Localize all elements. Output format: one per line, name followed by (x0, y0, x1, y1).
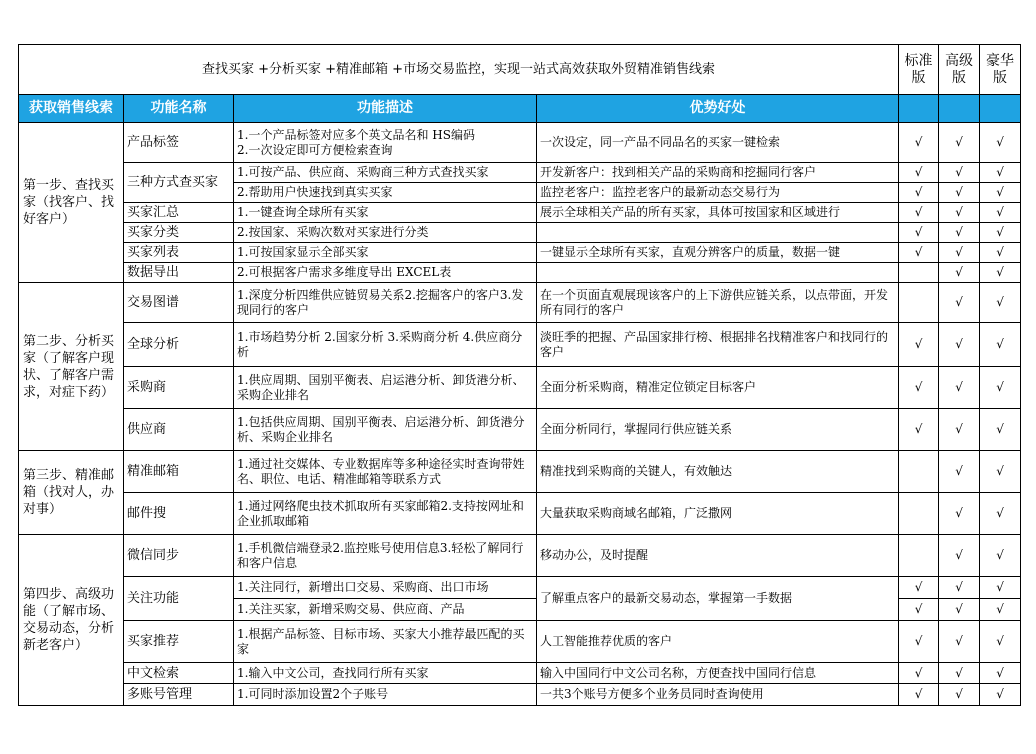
feature-advantage: 了解重点客户的最新交易动态，掌握第一手数据 (537, 577, 899, 621)
check-mark: √ (980, 323, 1021, 367)
header-sales-lead: 获取销售线索 (19, 95, 124, 123)
empty-cell (899, 451, 939, 493)
feature-description: 1.输入中文公司，查找同行所有买家 (234, 663, 537, 684)
check-mark: √ (899, 123, 939, 163)
table-row (19, 621, 1021, 663)
feature-description: 1.一键查询全球所有买家 (234, 203, 537, 223)
feature-description: 1.包括供应周期、国别平衡表、启运港分析、卸货港分析、采购企业排名 (234, 409, 537, 451)
feature-name: 产品标签 (124, 123, 234, 163)
check-mark: √ (980, 599, 1021, 621)
check-mark: √ (939, 183, 980, 203)
header-advantage: 优势好处 (537, 95, 899, 123)
step-precise-email: 第三步、精准邮箱（找对人，办对事） (19, 451, 124, 535)
feature-description: 1.市场趋势分析 2.国家分析 3.采购商分析 4.供应商分析 (234, 323, 537, 367)
check-mark: √ (899, 367, 939, 409)
feature-description: 1.一个产品标签对应多个英文品名和 HS编码 2.一次设定即可方便检索查询 (234, 123, 537, 163)
feature-name: 买家汇总 (124, 203, 234, 223)
check-mark: √ (899, 163, 939, 183)
check-mark: √ (980, 223, 1021, 243)
table-row (19, 493, 1021, 535)
header-blank (980, 95, 1021, 123)
check-mark: √ (939, 621, 980, 663)
feature-advantage: 展示全球相关产品的所有买家，具体可按国家和区域进行 (537, 203, 899, 223)
check-mark: √ (899, 243, 939, 263)
check-mark: √ (980, 577, 1021, 599)
feature-name: 买家推荐 (124, 621, 234, 663)
feature-name: 采购商 (124, 367, 234, 409)
check-mark: √ (980, 243, 1021, 263)
feature-advantage: 一共3个账号方便多个业务员同时查询使用 (537, 684, 899, 706)
version-advanced: 高级版 (939, 45, 980, 95)
table-row (19, 684, 1021, 706)
table-row (19, 451, 1021, 493)
feature-name: 三种方式查买家 (124, 163, 234, 203)
feature-advantage: 大量获取采购商域名邮箱，广泛撒网 (537, 493, 899, 535)
check-mark: √ (899, 684, 939, 706)
feature-advantage: 全面分析同行，掌握同行供应链关系 (537, 409, 899, 451)
feature-description: 1.可按产品、供应商、采购商三种方式查找买家 (234, 163, 537, 183)
feature-description: 1.根据产品标签、目标市场、买家大小推荐最匹配的买家 (234, 621, 537, 663)
feature-name: 精准邮箱 (124, 451, 234, 493)
feature-comparison-table (18, 44, 1021, 706)
feature-description: 2.按国家、采购次数对买家进行分类 (234, 223, 537, 243)
check-mark: √ (980, 203, 1021, 223)
check-mark: √ (899, 223, 939, 243)
feature-description: 1.可同时添加设置2个子账号 (234, 684, 537, 706)
check-mark: √ (980, 535, 1021, 577)
feature-advantage (537, 263, 899, 283)
feature-description: 1.关注买家，新增采购交易、供应商、产品 (234, 599, 537, 621)
feature-description: 2.帮助用户快速找到真实买家 (234, 183, 537, 203)
feature-name: 买家列表 (124, 243, 234, 263)
check-mark: √ (939, 163, 980, 183)
check-mark: √ (899, 203, 939, 223)
feature-advantage: 精准找到采购商的关键人，有效触达 (537, 451, 899, 493)
check-mark: √ (980, 367, 1021, 409)
step-advanced: 第四步、高级功能（了解市场、交易动态，分析新老客户） (19, 535, 124, 706)
feature-advantage: 淡旺季的把握、产品国家排行榜、根据排名找精准客户和找同行的客户 (537, 323, 899, 367)
table-row (19, 263, 1021, 283)
check-mark: √ (939, 599, 980, 621)
feature-description: 1.可按国家显示全部买家 (234, 243, 537, 263)
check-mark: √ (939, 409, 980, 451)
feature-name: 买家分类 (124, 223, 234, 243)
check-mark: √ (939, 243, 980, 263)
header-feature-name: 功能名称 (124, 95, 234, 123)
feature-name: 关注功能 (124, 577, 234, 621)
table-row (19, 535, 1021, 577)
check-mark: √ (939, 493, 980, 535)
table-row (19, 323, 1021, 367)
table-row (19, 203, 1021, 223)
check-mark: √ (899, 577, 939, 599)
feature-name: 多账号管理 (124, 684, 234, 706)
table-row (19, 577, 1021, 599)
feature-name: 供应商 (124, 409, 234, 451)
check-mark: √ (980, 163, 1021, 183)
feature-advantage (537, 223, 899, 243)
table-row (19, 243, 1021, 263)
feature-description: 1.深度分析四维供应链贸易关系2.挖掘客户的客户3.发现同行的客户 (234, 283, 537, 323)
check-mark: √ (980, 663, 1021, 684)
version-deluxe: 豪华版 (980, 45, 1021, 95)
feature-name: 中文检索 (124, 663, 234, 684)
table-row (19, 283, 1021, 323)
empty-cell (899, 493, 939, 535)
empty-cell (899, 283, 939, 323)
check-mark: √ (939, 323, 980, 367)
check-mark: √ (939, 263, 980, 283)
step-analyze-buyers: 第二步、分析买家（了解客户现状、了解客户需求，对症下药） (19, 283, 124, 451)
feature-description: 1.通过社交媒体、专业数据库等多种途径实时查询带姓名、职位、电话、精准邮箱等联系方式 (234, 451, 537, 493)
check-mark: √ (980, 123, 1021, 163)
header-blank (939, 95, 980, 123)
feature-description: 1.关注同行，新增出口交易、采购商、出口市场 (234, 577, 537, 599)
feature-advantage: 输入中国同行中文公司名称，方便查找中国同行信息 (537, 663, 899, 684)
feature-advantage: 在一个页面直观展现该客户的上下游供应链关系，以点带面，开发所有同行的客户 (537, 283, 899, 323)
feature-name: 微信同步 (124, 535, 234, 577)
feature-description: 1.通过网络爬虫技术抓取所有买家邮箱2.支持按网址和企业抓取邮箱 (234, 493, 537, 535)
feature-advantage: 一次设定，同一产品不同品名的买家一键检索 (537, 123, 899, 163)
check-mark: √ (899, 599, 939, 621)
check-mark: √ (939, 684, 980, 706)
check-mark: √ (939, 451, 980, 493)
table-row (19, 223, 1021, 243)
feature-name: 全球分析 (124, 323, 234, 367)
check-mark: √ (980, 283, 1021, 323)
check-mark: √ (980, 263, 1021, 283)
feature-description: 2.可根据客户需求多维度导出 EXCEL表 (234, 263, 537, 283)
table-row (19, 409, 1021, 451)
header-feature-desc: 功能描述 (234, 95, 537, 123)
feature-advantage: 监控老客户：监控老客户的最新动态交易行为 (537, 183, 899, 203)
table-row (19, 163, 1021, 183)
check-mark: √ (939, 577, 980, 599)
check-mark: √ (939, 663, 980, 684)
check-mark: √ (939, 535, 980, 577)
table-row (19, 663, 1021, 684)
step-find-buyers: 第一步、查找买家（找客户、找好客户） (19, 123, 124, 283)
feature-name: 邮件搜 (124, 493, 234, 535)
table-row (19, 367, 1021, 409)
feature-description: 1.供应周期、国别平衡表、启运港分析、卸货港分析、采购企业排名 (234, 367, 537, 409)
version-standard: 标准版 (899, 45, 939, 95)
check-mark: √ (899, 323, 939, 367)
check-mark: √ (899, 621, 939, 663)
check-mark: √ (899, 663, 939, 684)
feature-name: 交易图谱 (124, 283, 234, 323)
feature-name: 数据导出 (124, 263, 234, 283)
check-mark: √ (980, 451, 1021, 493)
check-mark: √ (980, 493, 1021, 535)
feature-advantage: 开发新客户：找到相关产品的采购商和挖掘同行客户 (537, 163, 899, 183)
check-mark: √ (980, 684, 1021, 706)
empty-cell (899, 263, 939, 283)
check-mark: √ (980, 409, 1021, 451)
feature-advantage: 全面分析采购商，精准定位锁定目标客户 (537, 367, 899, 409)
check-mark: √ (939, 203, 980, 223)
banner-title: 查找买家 +分析买家 +精准邮箱 +市场交易监控，实现一站式高效获取外贸精准销售线索 (19, 45, 899, 95)
feature-advantage: 移动办公，及时提醒 (537, 535, 899, 577)
feature-advantage: 人工智能推荐优质的客户 (537, 621, 899, 663)
check-mark: √ (939, 367, 980, 409)
feature-advantage: 一键显示全球所有买家，直观分辨客户的质量，数据一键 (537, 243, 899, 263)
header-blank (899, 95, 939, 123)
check-mark: √ (939, 223, 980, 243)
check-mark: √ (980, 621, 1021, 663)
check-mark: √ (899, 409, 939, 451)
feature-description: 1.手机微信端登录2.监控账号使用信息3.轻松了解同行和客户信息 (234, 535, 537, 577)
check-mark: √ (939, 123, 980, 163)
check-mark: √ (939, 283, 980, 323)
check-mark: √ (899, 183, 939, 203)
check-mark: √ (980, 183, 1021, 203)
empty-cell (899, 535, 939, 577)
table-row (19, 123, 1021, 163)
